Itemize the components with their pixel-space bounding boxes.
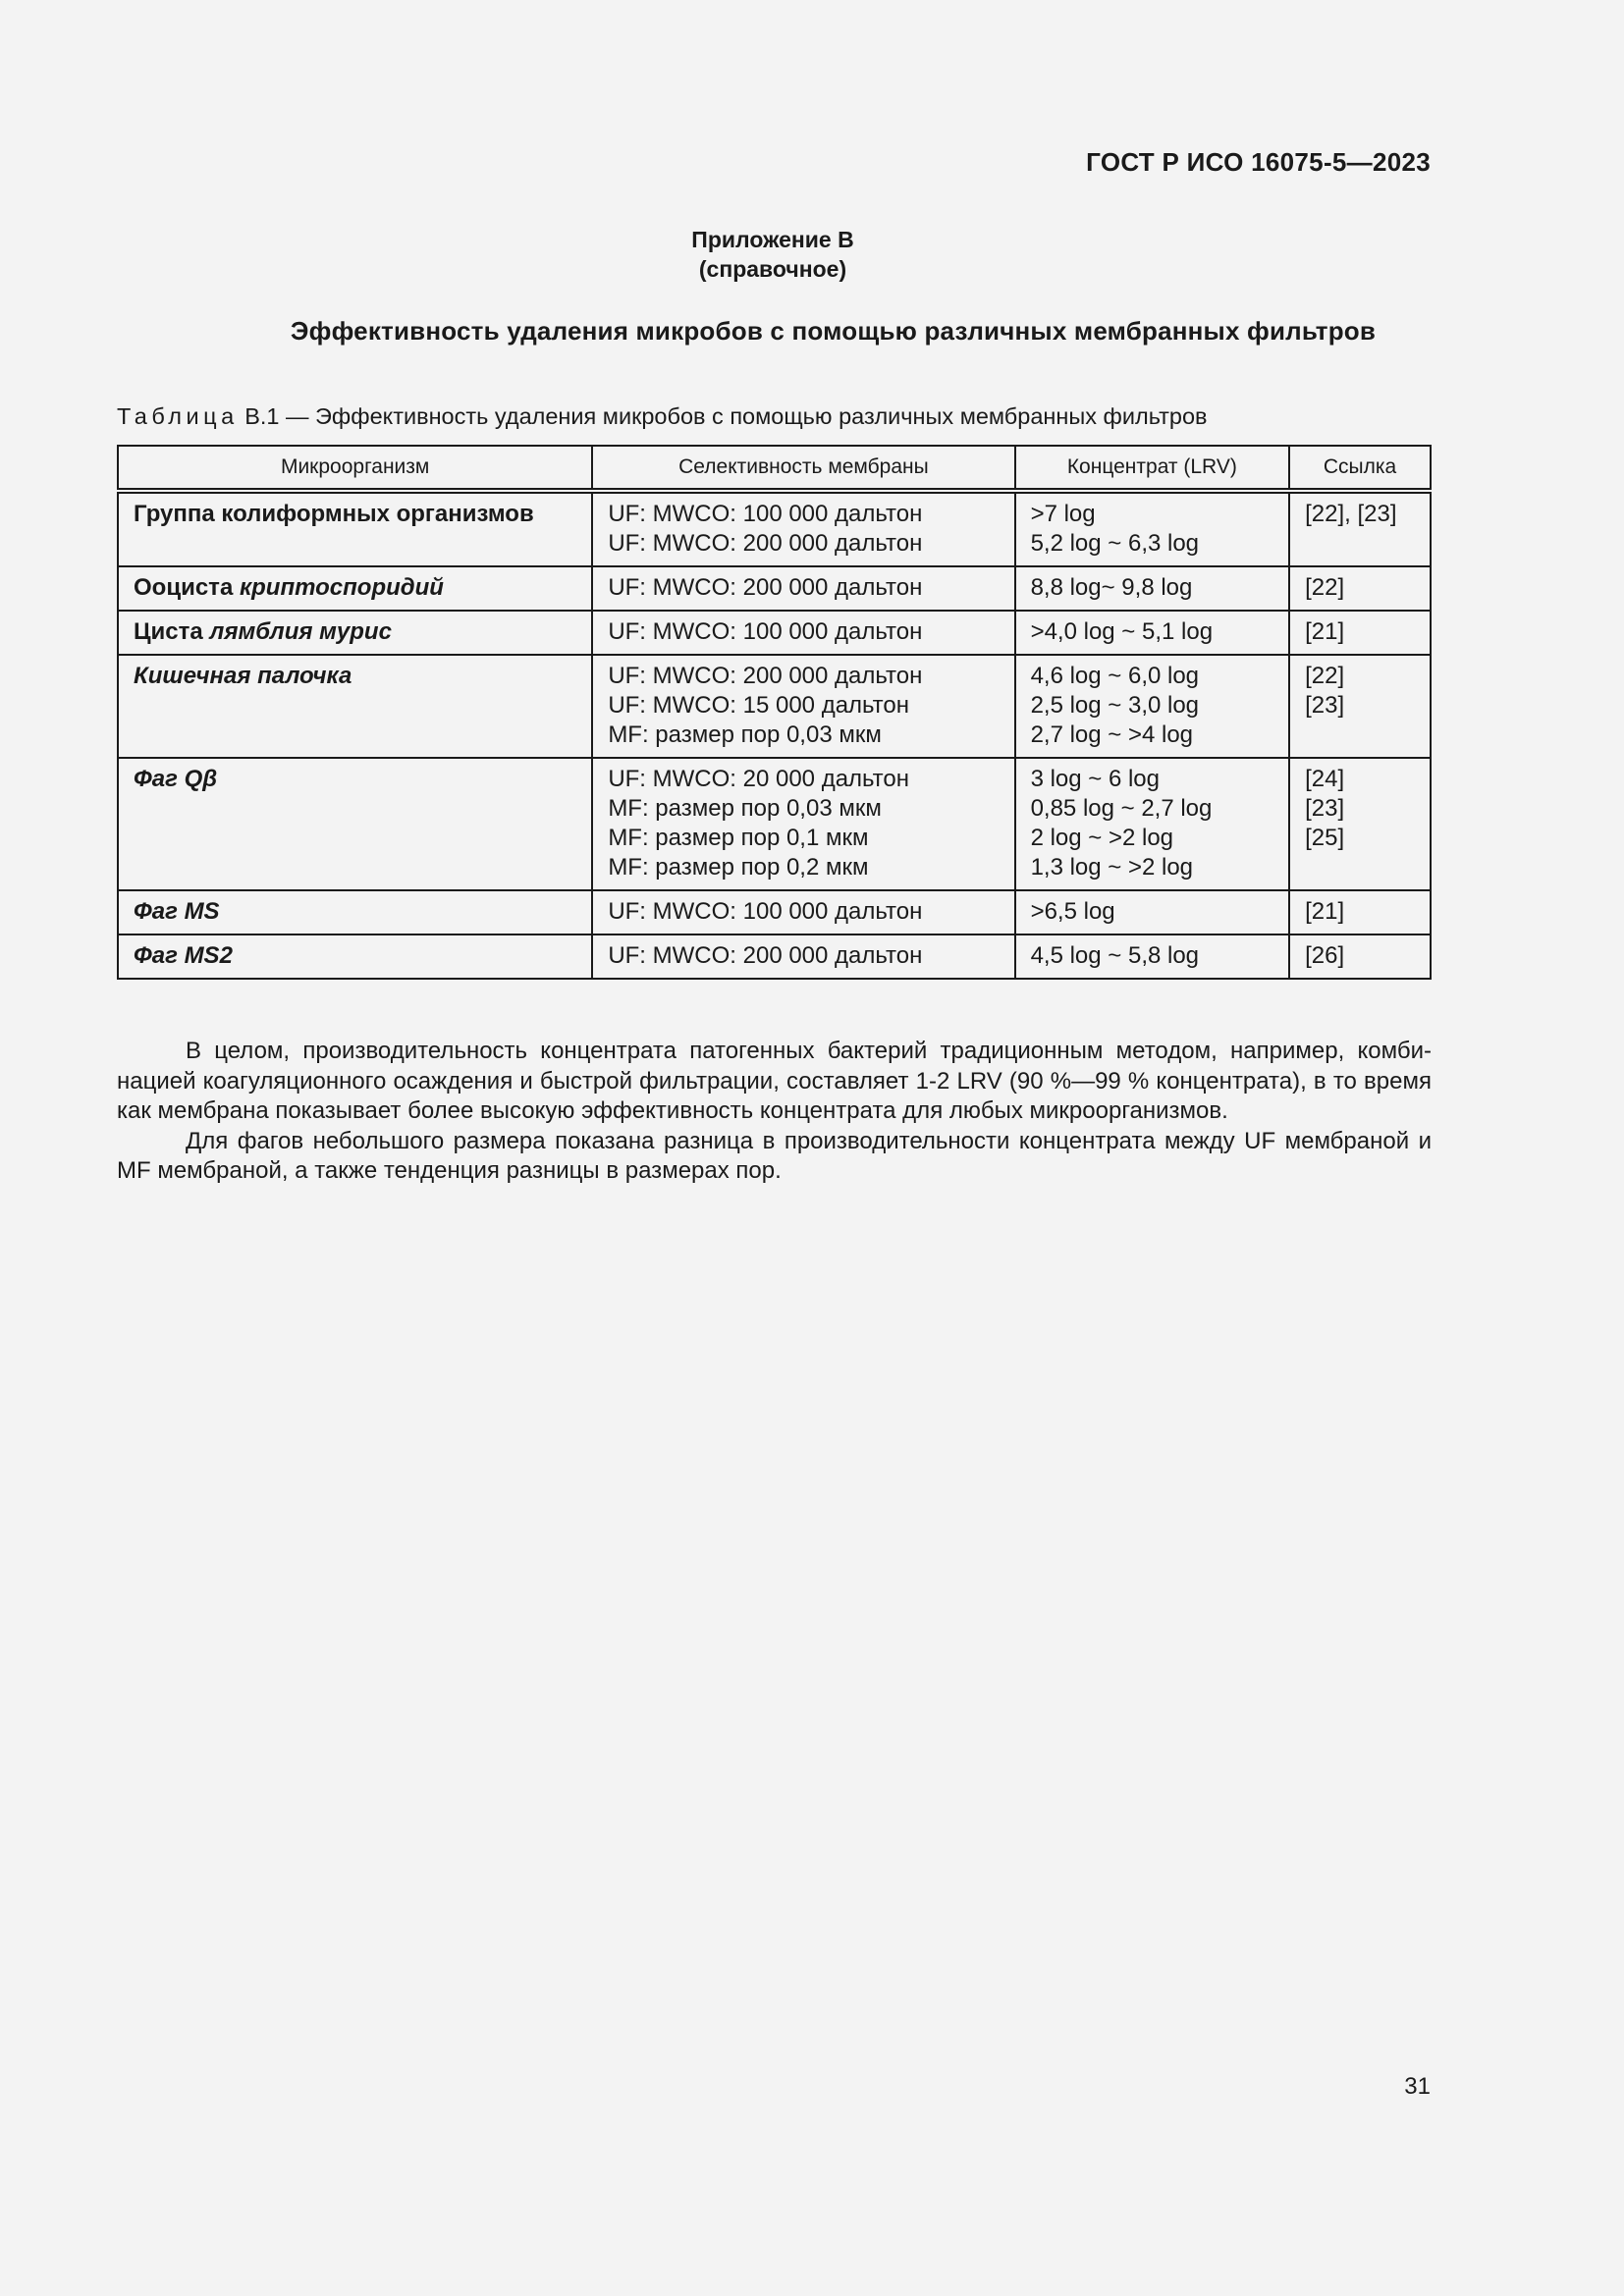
microbe-removal-table [117, 445, 1432, 980]
cell-reference [1289, 934, 1431, 979]
selectivity-line: MF: размер пор 0,2 мкм [608, 854, 869, 881]
table-row [118, 758, 1431, 890]
lrv-line: 4,6 log ~ 6,0 log [1030, 663, 1200, 689]
cell-reference [1289, 758, 1431, 890]
reference-line: [24] [1305, 766, 1345, 792]
column-header-reference: Ссылка [1289, 446, 1431, 491]
section-title: Эффективность удаления микробов с помощью различных мембранных фильтров [290, 316, 1377, 346]
lrv-line: 3 log ~ 6 log [1030, 766, 1160, 792]
cell-organism [118, 611, 592, 655]
reference-line: [26] [1305, 942, 1345, 969]
organism-name [134, 942, 233, 969]
appendix-kind: (справочное) [698, 256, 847, 282]
lrv-line: 1,3 log ~ >2 log [1030, 854, 1194, 881]
selectivity-line: UF: MWCO: 15 000 дальтон [608, 692, 910, 719]
reference-line: [22], [23] [1305, 501, 1397, 527]
table-body [118, 491, 1431, 979]
reference-line: [21] [1305, 898, 1345, 925]
reference-line: [23] [1305, 692, 1345, 719]
paragraph: Для фагов небольшого размера показана разница в производительности концентрата между UF мембраной и MF мембраной, а также тенденция разницы в размерах пор. [117, 1127, 1432, 1184]
organism-name [134, 663, 352, 689]
cell-organism [118, 934, 592, 979]
lrv-line: >6,5 log [1030, 898, 1115, 925]
cell-reference [1289, 491, 1431, 566]
appendix-heading [0, 225, 1545, 284]
cell-organism [118, 566, 592, 611]
cell-lrv [1015, 934, 1290, 979]
cell-selectivity [592, 566, 1014, 611]
table-row [118, 934, 1431, 979]
table-row [118, 611, 1431, 655]
table-caption-label: Таблица [117, 403, 239, 429]
cell-lrv [1015, 611, 1290, 655]
column-header-lrv: Концентрат (LRV) [1015, 446, 1290, 491]
cell-organism [118, 758, 592, 890]
reference-line: [22] [1305, 574, 1345, 601]
lrv-line: 2,5 log ~ 3,0 log [1030, 692, 1200, 719]
table-row [118, 566, 1431, 611]
document-code: ГОСТ Р ИСО 16075-5—2023 [1086, 147, 1431, 177]
cell-selectivity [592, 934, 1014, 979]
table-row [118, 655, 1431, 758]
selectivity-line: UF: MWCO: 100 000 дальтон [608, 618, 923, 645]
reference-line: [21] [1305, 618, 1345, 645]
body-text [117, 1037, 1432, 1187]
lrv-line: 5,2 log ~ 6,3 log [1030, 530, 1200, 557]
organism-name-italic: Кишечная палочка [134, 663, 352, 689]
page-number: 31 [1404, 2073, 1431, 2100]
cell-reference [1289, 890, 1431, 934]
selectivity-line: UF: MWCO: 100 000 дальтон [608, 898, 923, 925]
organism-name [134, 898, 220, 925]
cell-lrv [1015, 491, 1290, 566]
cell-organism [118, 890, 592, 934]
appendix-title: Приложение В [691, 227, 854, 252]
selectivity-line: UF: MWCO: 20 000 дальтон [608, 766, 910, 792]
cell-lrv [1015, 758, 1290, 890]
selectivity-line: UF: MWCO: 100 000 дальтон [608, 501, 923, 527]
selectivity-line: MF: размер пор 0,03 мкм [608, 721, 882, 748]
selectivity-line: UF: MWCO: 200 000 дальтон [608, 942, 923, 969]
cell-selectivity [592, 890, 1014, 934]
table-caption [117, 403, 1208, 430]
cell-reference [1289, 566, 1431, 611]
table-row [118, 491, 1431, 566]
cell-lrv [1015, 655, 1290, 758]
organism-name [134, 618, 392, 645]
cell-selectivity [592, 655, 1014, 758]
organism-name-plain: Ооциста [134, 574, 240, 601]
selectivity-line: UF: MWCO: 200 000 дальтон [608, 574, 923, 601]
organism-name-italic: лямблия мурис [209, 618, 392, 645]
lrv-line: 4,5 log ~ 5,8 log [1030, 942, 1200, 969]
cell-lrv [1015, 890, 1290, 934]
column-header-selectivity: Селективность мембраны [592, 446, 1014, 491]
organism-name-italic: Фаг MS2 [134, 942, 233, 969]
reference-line: [25] [1305, 825, 1345, 851]
cell-reference [1289, 655, 1431, 758]
cell-organism [118, 655, 592, 758]
cell-lrv [1015, 566, 1290, 611]
organism-name [134, 501, 534, 527]
organism-name-italic: Фаг MS [134, 898, 220, 925]
organism-name [134, 766, 217, 792]
selectivity-line: MF: размер пор 0,1 мкм [608, 825, 869, 851]
reference-line: [22] [1305, 663, 1345, 689]
lrv-line: >7 log [1030, 501, 1096, 527]
selectivity-line: MF: размер пор 0,03 мкм [608, 795, 882, 822]
selectivity-line: UF: MWCO: 200 000 дальтон [608, 530, 923, 557]
lrv-line: 2 log ~ >2 log [1030, 825, 1174, 851]
cell-selectivity [592, 758, 1014, 890]
selectivity-line: UF: MWCO: 200 000 дальтон [608, 663, 923, 689]
paragraph: В целом, производительность концентрата патогенных бактерий традиционным методом, например, комби-нацией коагуляционного осаждения и быстрой фильтрации, составляет 1-2 LRV (90 %—99 % концентрата), в то время как мембрана показывает более высокую эффективность концентрата для любых микроорганизмов. [117, 1038, 1432, 1124]
column-header-organism: Микроорганизм [118, 446, 592, 491]
table-header-row [118, 446, 1431, 491]
cell-organism [118, 491, 592, 566]
table-row [118, 890, 1431, 934]
reference-line: [23] [1305, 795, 1345, 822]
cell-selectivity [592, 611, 1014, 655]
organism-name-plain: Группа колиформных организмов [134, 501, 534, 527]
lrv-line: 2,7 log ~ >4 log [1030, 721, 1194, 748]
cell-reference [1289, 611, 1431, 655]
organism-name-plain: Циста [134, 618, 210, 645]
organism-name-italic: криптоспоридий [239, 574, 444, 601]
lrv-line: 0,85 log ~ 2,7 log [1030, 795, 1213, 822]
lrv-line: 8,8 log~ 9,8 log [1030, 574, 1193, 601]
table-caption-text: В.1 — Эффективность удаления микробов с помощью различных мембранных фильтров [244, 403, 1208, 429]
cell-selectivity [592, 491, 1014, 566]
organism-name-italic: Фаг Qβ [134, 766, 218, 792]
lrv-line: >4,0 log ~ 5,1 log [1030, 618, 1214, 645]
organism-name [134, 574, 444, 601]
